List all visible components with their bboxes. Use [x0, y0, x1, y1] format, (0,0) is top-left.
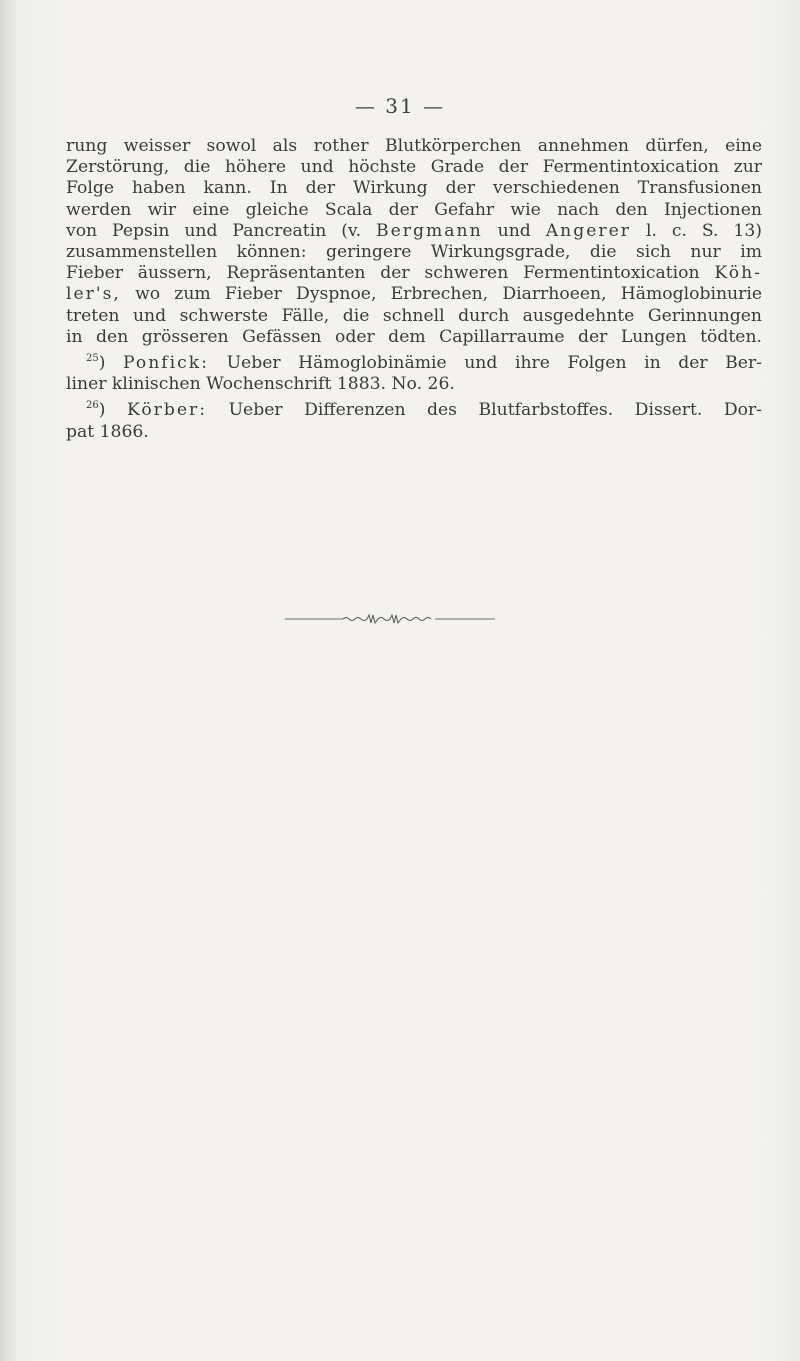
footnote: $^{25}$) Ponfick: Ueber Hämoglobinämie und ihre Folgen in der Ber-: [86, 353, 762, 374]
author-name: ler's,: [66, 284, 121, 305]
author-name: Bergmann: [375, 220, 483, 241]
text-line: rung weisser sowol als rother Blutkörperchen annehmen dürfen, eine: [66, 136, 762, 156]
footnote-text: Ueber Differenzen des Blutfarbstoffes. Dissert. Dor-: [228, 400, 762, 421]
footnote-continuation: liner klinischen Wochenschrift 1883. No. 26.: [66, 374, 455, 395]
author-name: Angerer: [545, 220, 631, 241]
text-line: [66, 263, 762, 284]
author-name: Köh-: [714, 263, 762, 284]
footnote-marker: 26: [86, 400, 99, 412]
text-segment: l. c. S. 13): [645, 220, 762, 241]
footnote: $^{26}$) Körber: Ueber Differenzen des Blutfarbstoffes. Dissert. Dor-: [86, 400, 762, 421]
text-segment: Fieber äussern, Repräsentanten der schweren Fermentintoxication: [66, 263, 700, 284]
footnote-continuation: pat 1866.: [66, 421, 149, 442]
text-line: zusammenstellen können: geringere Wirkungsgrade, die sich nur im: [66, 242, 762, 263]
text-line: Folge haben kann. In der Wirkung der verschiedenen Transfusionen: [66, 178, 762, 199]
text-line: werden wir eine gleiche Scala der Gefahr wie nach den Injectionen: [66, 199, 762, 220]
footnote-author: Körber:: [126, 400, 208, 421]
text-segment: wo zum Fieber Dyspnoe, Erbrechen, Diarrhoeen, Hämoglobinurie: [135, 284, 762, 305]
text-line: [66, 284, 762, 305]
footnote-text: Ueber Hämoglobinämie und ihre Folgen in der Ber-: [226, 353, 762, 374]
text-line: [66, 221, 762, 242]
text-segment: von Pepsin und Pancreatin (v.: [66, 220, 362, 241]
footnote-marker: 25: [86, 353, 99, 365]
page-number: — 31 —: [354, 94, 446, 118]
body-text: [66, 136, 762, 443]
footnote-author: Ponfick:: [123, 353, 209, 374]
ornament-divider: [285, 612, 495, 624]
text-segment: und: [497, 220, 531, 241]
text-line: treten und schwerste Fälle, die schnell durch ausgedehnte Gerinnungen: [66, 305, 762, 326]
text-line: in den grösseren Gefässen oder dem Capillarraume der Lungen tödten.: [66, 326, 762, 347]
text-line: Zerstörung, die höhere und höchste Grade der Fermentintoxication zur: [66, 157, 762, 178]
